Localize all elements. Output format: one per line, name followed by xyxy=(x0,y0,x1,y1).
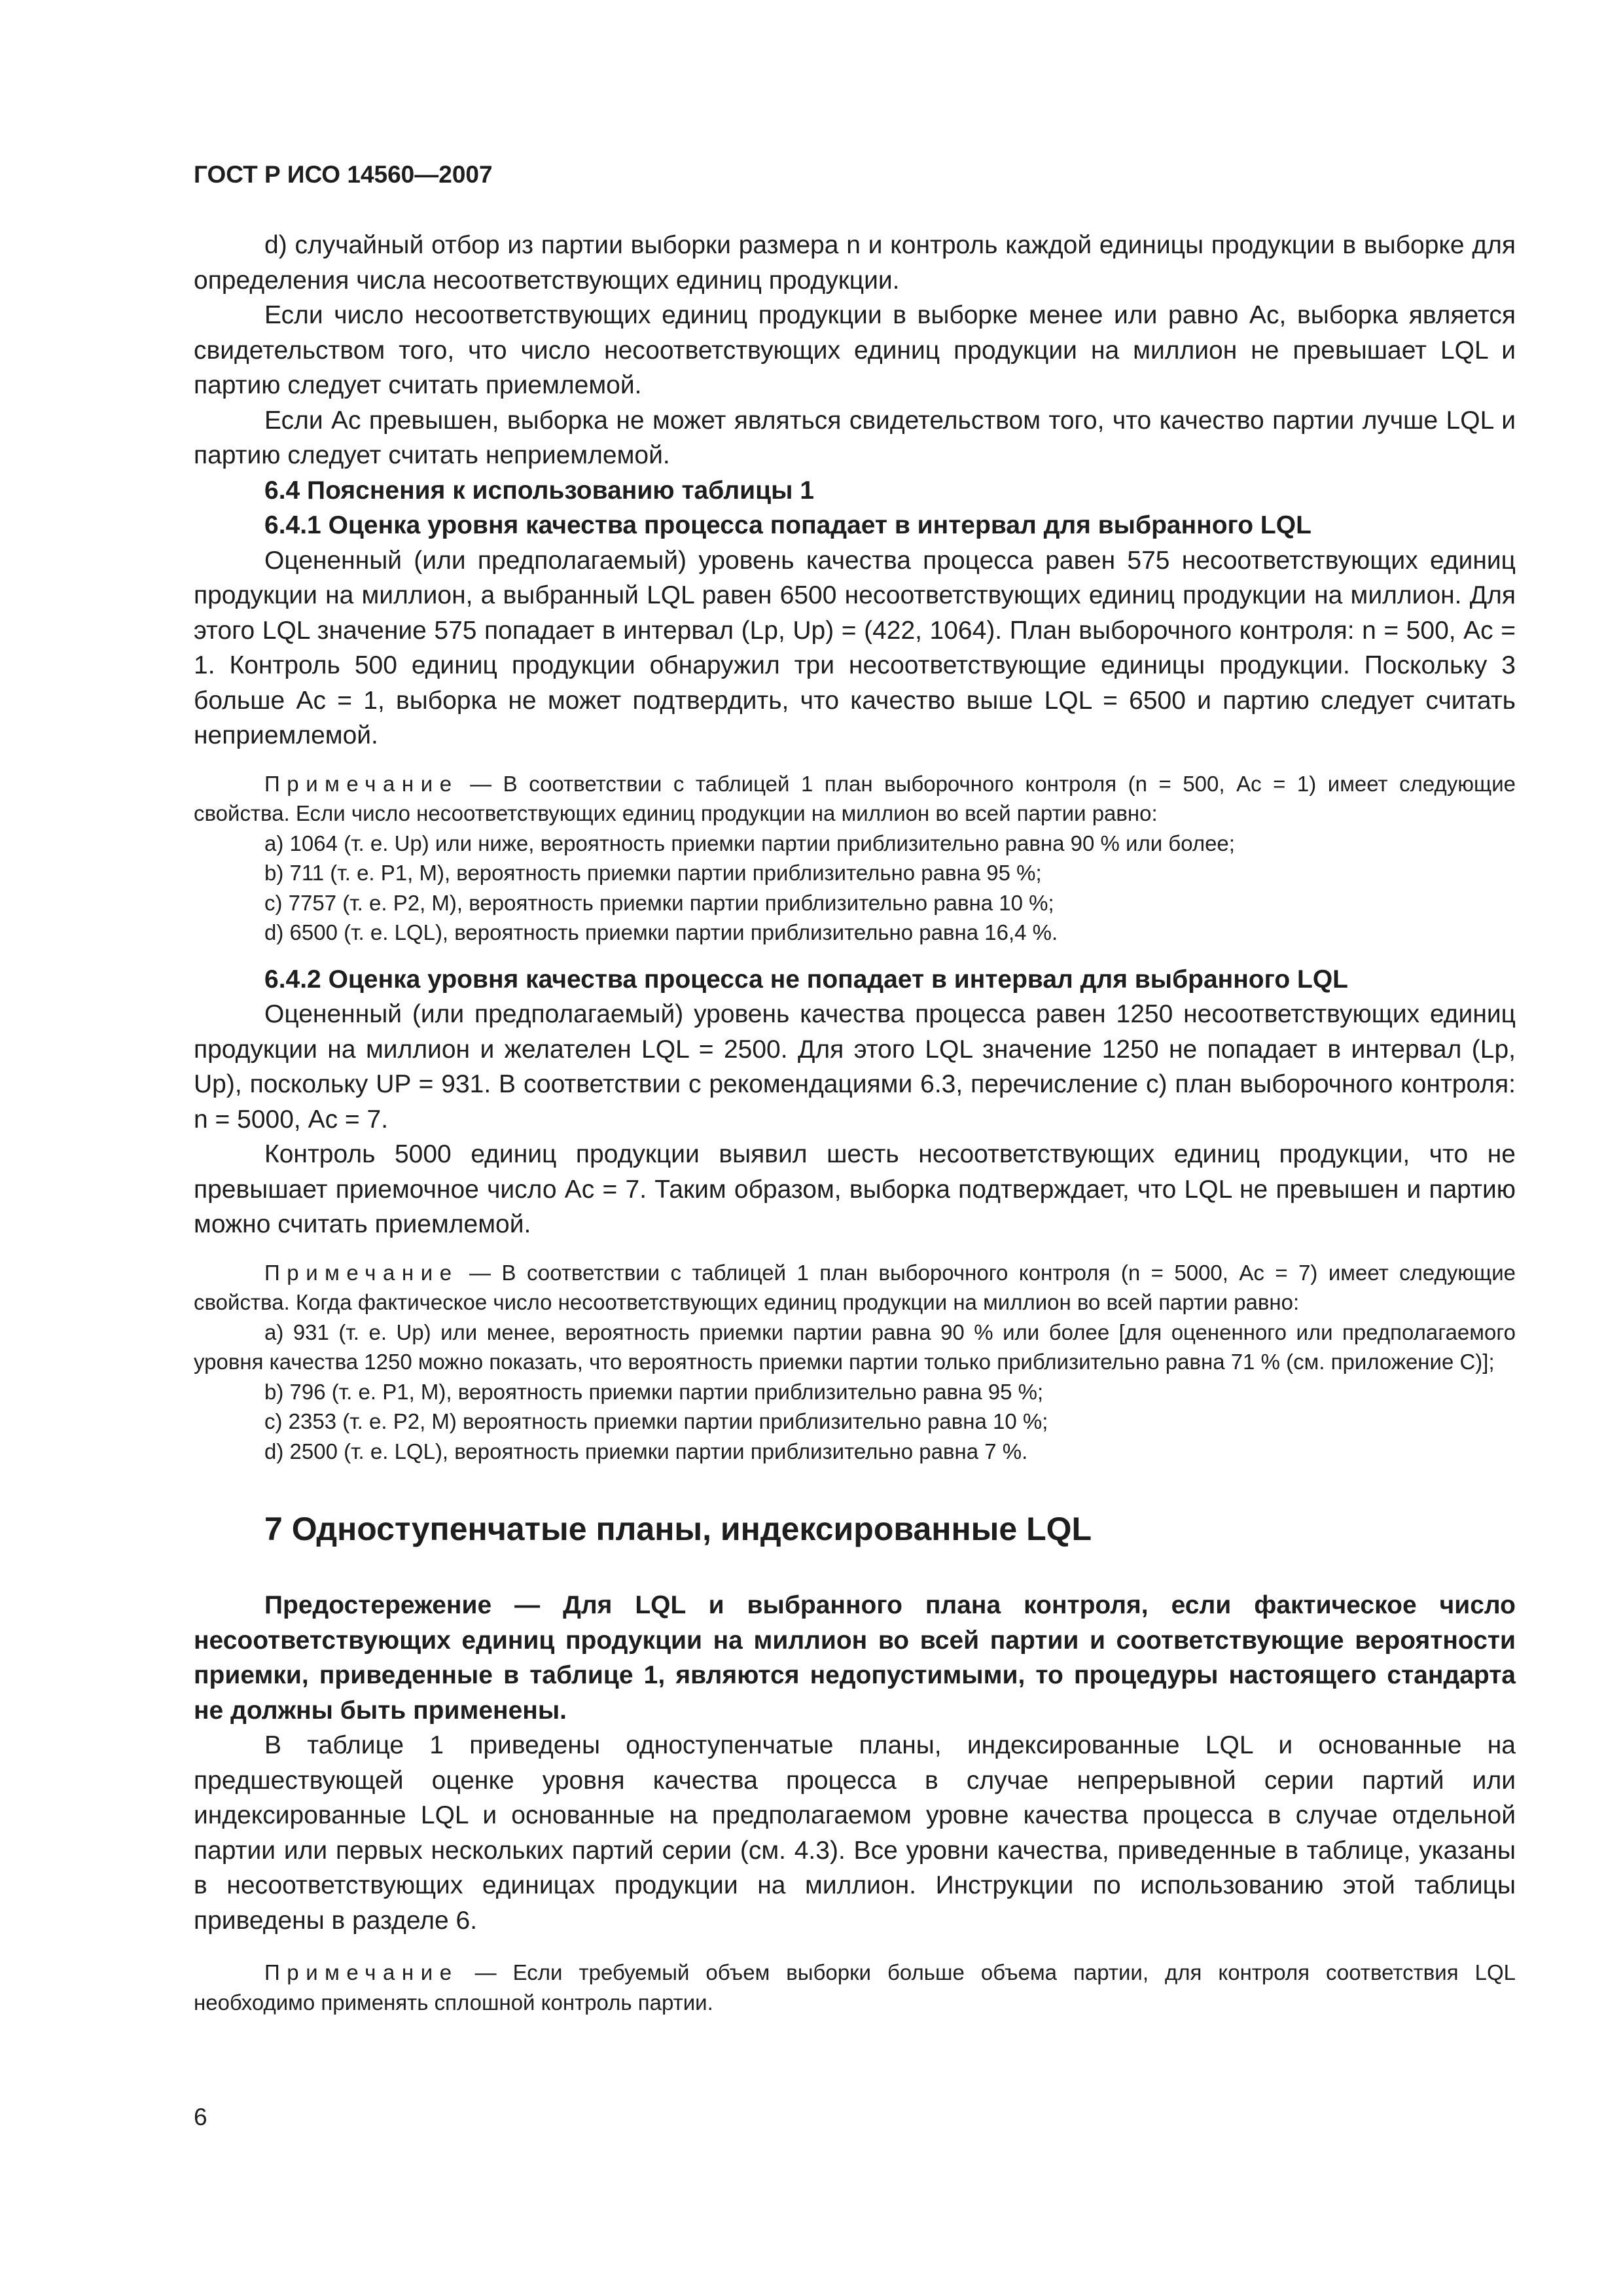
section-6-4-2-title: 6.4.2 Оценка уровня качества процесса не попадает в интервал для выбранного LQL xyxy=(264,965,1348,994)
section-7-title: 7 Одноступенчатые планы, индексированные LQL xyxy=(264,1511,1092,1547)
page-number: 6 xyxy=(194,2104,207,2130)
paragraph-ac-gt: Если Ас превышен, выборка не может являться свидетельством того, что качество партии лучше LQL и партию следует считать неприемлемой. xyxy=(194,406,1516,469)
note-label: Примечание xyxy=(264,771,459,796)
note-item-a: a) 931 (т. е. Up) или менее, вероятность приемки партии равна 90 % или более [для оцененного или предполагаемого уровня качества 1250 можно показать, что вероятность приемки партии только приблизительно равна 71 % (см. приложение С)]; xyxy=(194,1319,1516,1374)
note-item-c: c) 2353 (т. е. P2, M) вероятность приемки партии приблизительно равна 10 %; xyxy=(264,1409,1048,1433)
note-label: Примечание xyxy=(264,1260,459,1285)
warning-paragraph: Предостережение — Для LQL и выбранного плана контроля, если фактическое число несоответствующих единиц продукции на миллион во всей партии и соответствующие вероятности приемки, приведенные в таблице 1, являются недопустимыми, то процедуры настоящего стандарта не должны быть применены. xyxy=(194,1591,1516,1725)
note-item-d: d) 2500 (т. е. LQL), вероятность приемки партии приблизительно равна 7 %. xyxy=(264,1439,1028,1463)
note-7 xyxy=(194,1958,1516,2017)
note-label: Примечание xyxy=(264,1960,459,1984)
section-7-paragraph: В таблице 1 приведены одноступенчатые планы, индексированные LQL и основанные на предшествующей оценке уровня качества процесса в случае непрерывной серии партий или индексированные LQL и основанные на предполагаемом уровне качества процесса в случае отдельной партии или первых нескольких партий серии (см. 4.3). Все уровни качества, приведенные в таблице, указаны в несоответствующих единицах продукции на миллион. Инструкции по использованию этой таблицы приведены в разделе 6. xyxy=(194,1731,1516,1935)
section-6-4-title: 6.4 Пояснения к использованию таблицы 1 xyxy=(264,476,814,505)
section-6-4-2-paragraph-2: Контроль 5000 единиц продукции выявил шесть несоответствующих единиц продукции, что не превышает приемочное число Ас = 7. Таким образом, выборка подтверждает, что LQL не превышен и партию можно считать приемлемой. xyxy=(194,1140,1516,1238)
note-6-4-1 xyxy=(194,769,1516,829)
section-6-4-1-title: 6.4.1 Оценка уровня качества процесса попадает в интервал для выбранного LQL xyxy=(264,511,1311,539)
note-item-d: d) 6500 (т. е. LQL), вероятность приемки партии приблизительно равна 16,4 %. xyxy=(264,920,1058,944)
page-body xyxy=(194,228,1516,2017)
paragraph-item-d: d) случайный отбор из партии выборки размера n и контроль каждой единицы продукции в выборке для определения числа несоответствующих единиц продукции. xyxy=(194,231,1516,295)
note-item-b: b) 711 (т. е. P1, M), вероятность приемки партии приблизительно равна 95 %; xyxy=(264,861,1042,885)
note-text: — В соответствии с таблицей 1 план выборочного контроля (n = 500, Ас = 1) имеет следующие свойства. Если число несоответствующих единиц продукции на миллион во всей партии равно: xyxy=(194,771,1516,825)
note-item-a: a) 1064 (т. е. Up) или ниже, вероятность приемки партии приблизительно равна 90 % или более; xyxy=(264,831,1235,855)
note-item-b: b) 796 (т. е. P1, M), вероятность приемки партии приблизительно равна 95 %; xyxy=(264,1379,1044,1404)
section-6-4-1-paragraph: Оцененный (или предполагаемый) уровень качества процесса равен 575 несоответствующих единиц продукции на миллион, а выбранный LQL равен 6500 несоответствующих единиц продукции на миллион. Для этого LQL значение 575 попадает в интервал (Lp, Up) = (422, 1064). План выборочного контроля: n = 500, Ас = 1. Контроль 500 единиц продукции обнаружил три несоответствующие единицы продукции. Поскольку 3 больше Ас = 1, выборка не может подтвердить, что качество выше LQL = 6500 и партию следует считать неприемлемой. xyxy=(194,546,1516,749)
section-6-4-2-paragraph-1: Оцененный (или предполагаемый) уровень качества процесса равен 1250 несоответствующих единиц продукции на миллион и желателен LQL = 2500. Для этого LQL значение 1250 не попадает в интервал (Lp, Up), поскольку UP = 931. В соответствии с рекомендациями 6.3, перечисление с) план выборочного контроля: n = 5000, Ас = 7. xyxy=(194,1000,1516,1134)
document-header: ГОСТ Р ИСО 14560—2007 xyxy=(194,161,493,188)
paragraph-ac-le: Если число несоответствующих единиц продукции в выборке менее или равно Ас, выборка является свидетельством того, что число несоответствующих единиц продукции на миллион не превышает LQL и партию следует считать приемлемой. xyxy=(194,301,1516,399)
note-text: — Если требуемый объем выборки больше объема партии, для контроля соответствия LQL необходимо применять сплошной контроль партии. xyxy=(194,1960,1516,2015)
note-item-c: c) 7757 (т. е. P2, M), вероятность приемки партии приблизительно равна 10 %; xyxy=(264,890,1054,915)
note-text: — В соответствии с таблицей 1 план выборочного контроля (n = 5000, Ас = 7) имеет следующие свойства. Когда фактическое число несоответствующих единиц продукции на миллион во всей партии равно: xyxy=(194,1260,1516,1314)
note-6-4-2 xyxy=(194,1258,1516,1318)
